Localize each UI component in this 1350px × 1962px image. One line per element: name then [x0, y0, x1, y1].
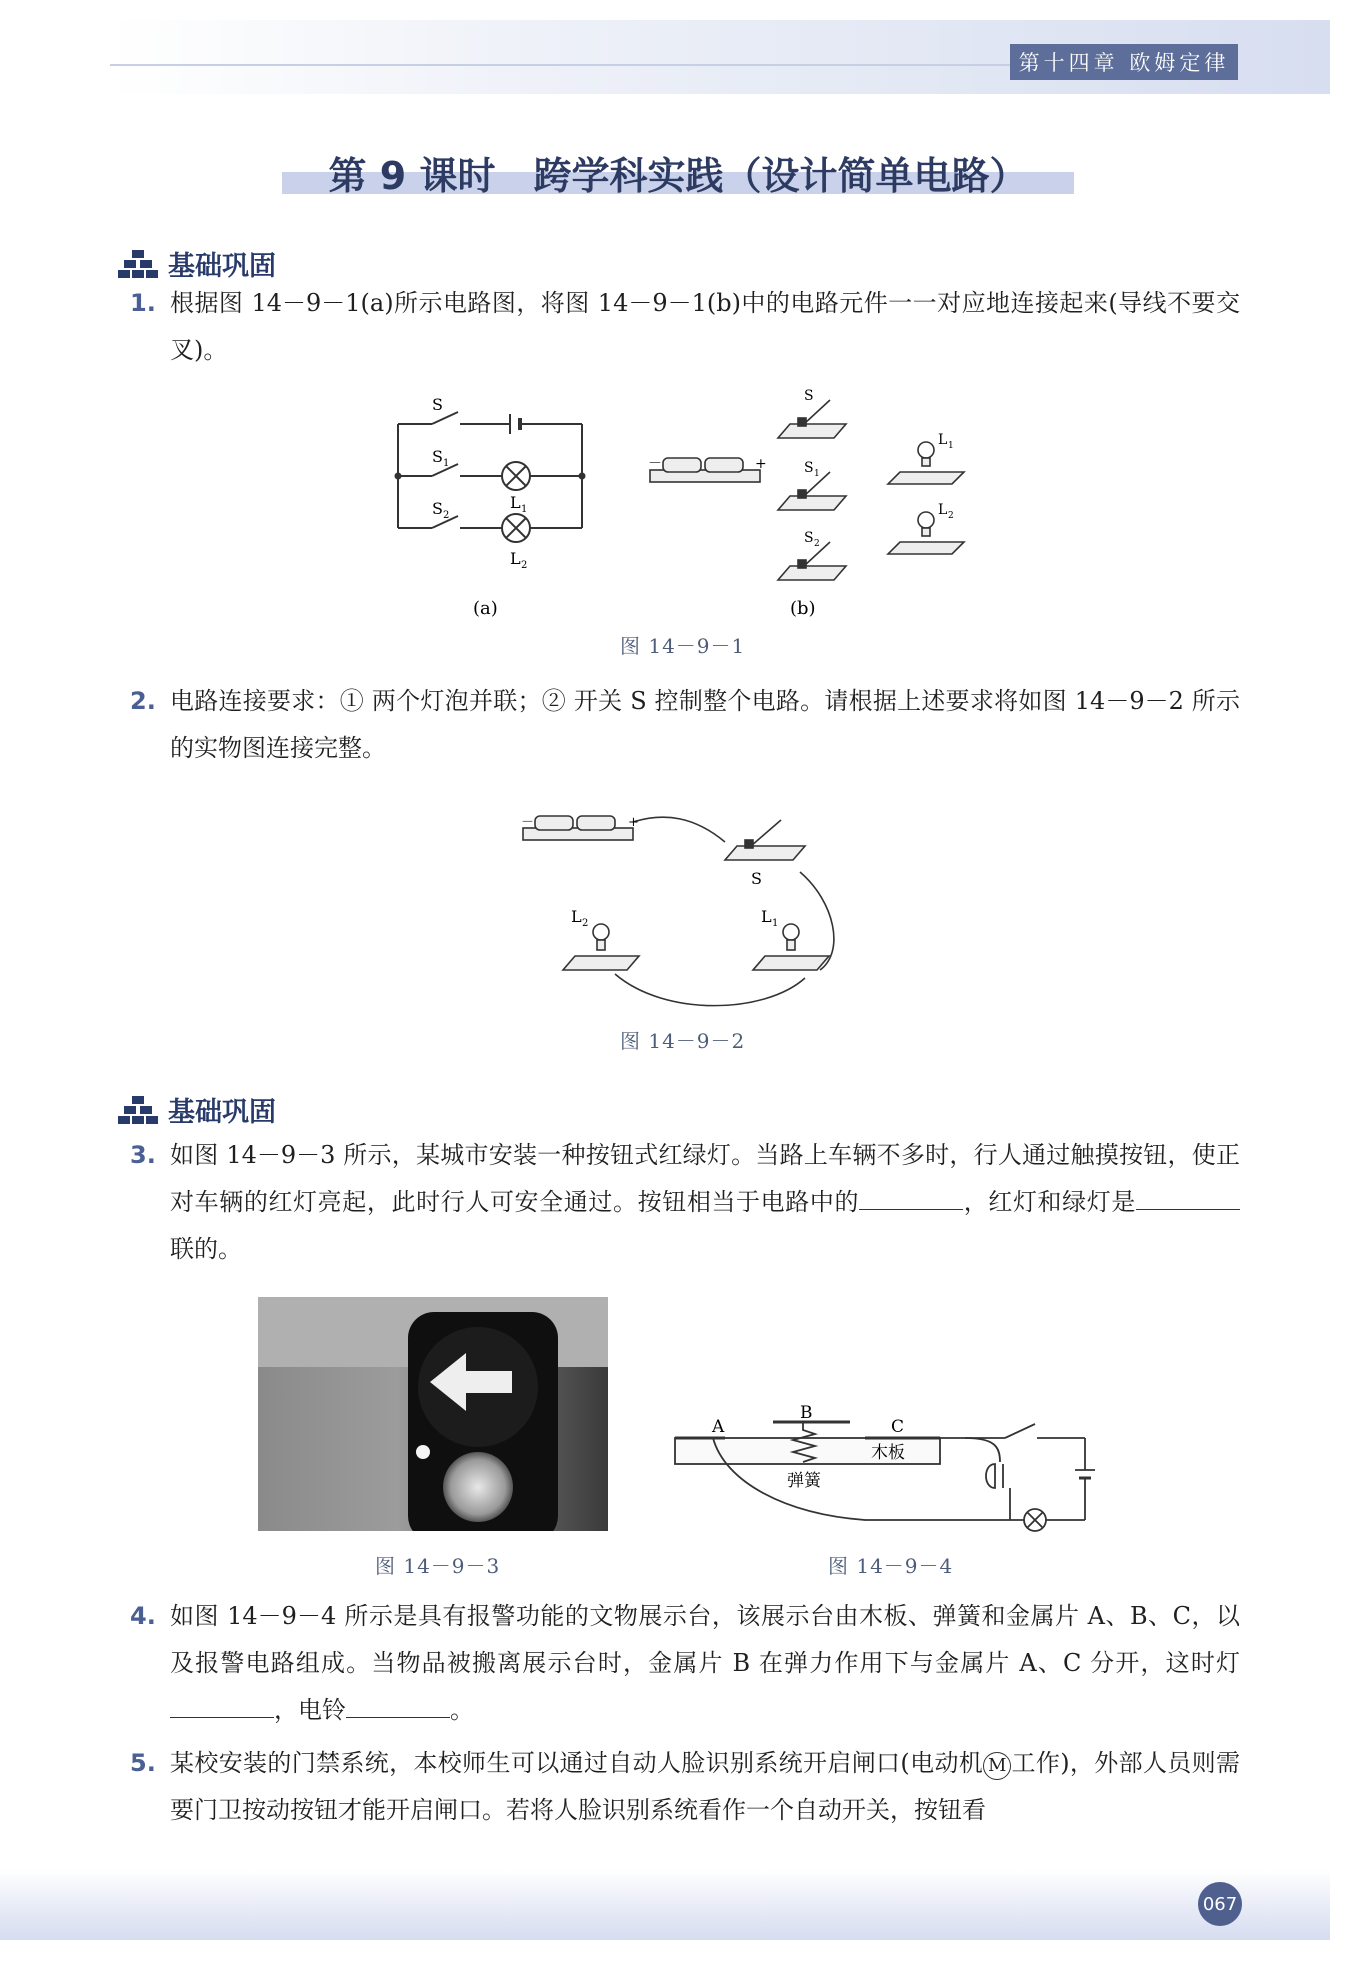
switch-S2-label: S	[804, 530, 814, 546]
answer-blank[interactable]	[859, 1208, 963, 1210]
battery-pack	[650, 458, 760, 482]
traffic-light-photo	[258, 1297, 608, 1531]
question-4	[130, 1593, 1240, 1734]
section-heading-2	[118, 1090, 276, 1129]
question-number: 5.	[130, 1749, 156, 1777]
question-text: 某校安装的门禁系统，本校师生可以通过自动人脸识别系统开启闸口(电动机 M 工作)，外部人员则需要门卫按动按钮才能开启闸口。若将人脸识别系统看作一个自动开关，按钮看	[170, 1749, 1240, 1824]
footer-band	[0, 1870, 1330, 1940]
lamp-L2-label: L	[571, 907, 582, 926]
answer-blank[interactable]	[1136, 1208, 1240, 1210]
battery-pack	[523, 816, 633, 840]
figure-caption-3: 图 14－9－3	[375, 1554, 501, 1578]
label-minus: －	[521, 815, 535, 830]
header-rule	[110, 64, 1010, 66]
lamp-L2-sub: 2	[948, 511, 954, 521]
switch-S1-sub: 1	[814, 469, 820, 479]
label-L2-sub: 2	[521, 560, 528, 571]
label-spring: 弹簧	[787, 1471, 821, 1491]
sub-caption-a: (a)	[473, 598, 498, 618]
label-S: S	[432, 395, 443, 414]
label-S2-sub: 2	[443, 510, 450, 521]
figure-14-9-1	[380, 388, 980, 618]
switch-S	[725, 820, 805, 860]
blocks-icon	[118, 249, 158, 279]
lesson-title: 第 9 课时 跨学科实践（设计简单电路）	[328, 154, 1028, 198]
label-plus: +	[755, 456, 767, 472]
switch-S1-label: S	[804, 460, 814, 476]
answer-blank[interactable]	[170, 1716, 274, 1718]
figure-14-9-2	[515, 792, 855, 1012]
switch-S1	[778, 472, 846, 510]
lamp-L1-label: L	[761, 907, 772, 926]
blocks-icon	[118, 1095, 158, 1125]
bell-icon	[986, 1464, 995, 1488]
question-text: 电路连接要求：① 两个灯泡并联；② 开关 S 控制整个电路。请根据上述要求将如图 14－9－2 所示的实物图连接完整。	[170, 687, 1240, 762]
switch-S2-sub: 2	[814, 539, 820, 549]
figure-caption-2: 图 14－9－2	[620, 1029, 746, 1053]
question-1	[130, 280, 1240, 374]
label-L2: L	[510, 549, 521, 568]
switch-S-label: S	[804, 388, 814, 404]
question-text: 如图 14－9－3 所示，某城市安装一种按钮式红绿灯。当路上车辆不多时，行人通过触摸按钮，使正对车辆的红灯亮起，此时行人可安全通过。按钮相当于电路中的 ，红灯和绿灯是联的。	[170, 1141, 1240, 1263]
lamp-L1	[753, 924, 829, 970]
label-L1: L	[510, 493, 521, 512]
question-text: 根据图 14－9－1(a)所示电路图，将图 14－9－1(b)中的电路元件一一对应地连接起来(导线不要交叉)。	[170, 289, 1240, 364]
wire-bell	[965, 1438, 1000, 1462]
switch-S	[778, 400, 846, 438]
question-number: 3.	[130, 1141, 156, 1169]
figure-caption-4: 图 14－9－4	[828, 1554, 954, 1578]
lamp-L1-label: L	[938, 432, 948, 448]
lamp-L1-sub: 1	[772, 918, 779, 929]
lamp-L1-sub: 1	[948, 441, 954, 451]
label-S2: S	[432, 499, 443, 518]
chapter-tag: 第十四章 欧姆定律	[1010, 44, 1238, 80]
switch-S2	[778, 542, 846, 580]
label-plus: +	[628, 815, 639, 830]
question-number: 1.	[130, 289, 156, 317]
label-A: A	[712, 1417, 725, 1437]
question-text: 如图 14－9－4 所示是具有报警功能的文物展示台，该展示台由木板、弹簧和金属片 A、B、C，以及报警电路组成。当物品被搬离展示台时，金属片 B 在弹力作用下与金属片 A、C 分开，这时灯，电铃 。	[170, 1602, 1240, 1724]
section-title: 基础巩固	[168, 1097, 276, 1128]
motor-symbol: M	[983, 1752, 1011, 1780]
arrow-icon	[426, 1347, 516, 1417]
label-S1-sub: 1	[443, 458, 450, 469]
sub-caption-b: (b)	[790, 598, 816, 618]
figure-caption-1: 图 14－9－1	[620, 634, 746, 658]
label-minus: －	[648, 456, 662, 472]
answer-blank[interactable]	[346, 1716, 450, 1718]
label-S1: S	[432, 447, 443, 466]
label-C: C	[891, 1417, 905, 1437]
question-2	[130, 678, 1240, 772]
question-number: 2.	[130, 687, 156, 715]
switch-S-label: S	[751, 869, 762, 888]
question-5	[130, 1740, 1240, 1834]
section-title: 基础巩固	[168, 251, 276, 282]
section-heading-1	[118, 244, 276, 283]
label-board: 木板	[871, 1443, 905, 1463]
circuit-diagram-a	[396, 412, 585, 542]
label-B: B	[800, 1403, 813, 1423]
lamp-L2-label: L	[938, 502, 948, 518]
question-number: 4.	[130, 1602, 156, 1630]
label-L1-sub: 1	[521, 504, 528, 515]
figure-14-9-4	[665, 1402, 1115, 1542]
alarm-switch	[1005, 1424, 1035, 1438]
page-number: 067	[1198, 1882, 1242, 1926]
question-3	[130, 1132, 1240, 1273]
lamp-L2	[563, 924, 639, 970]
lamp-L2-sub: 2	[582, 918, 589, 929]
